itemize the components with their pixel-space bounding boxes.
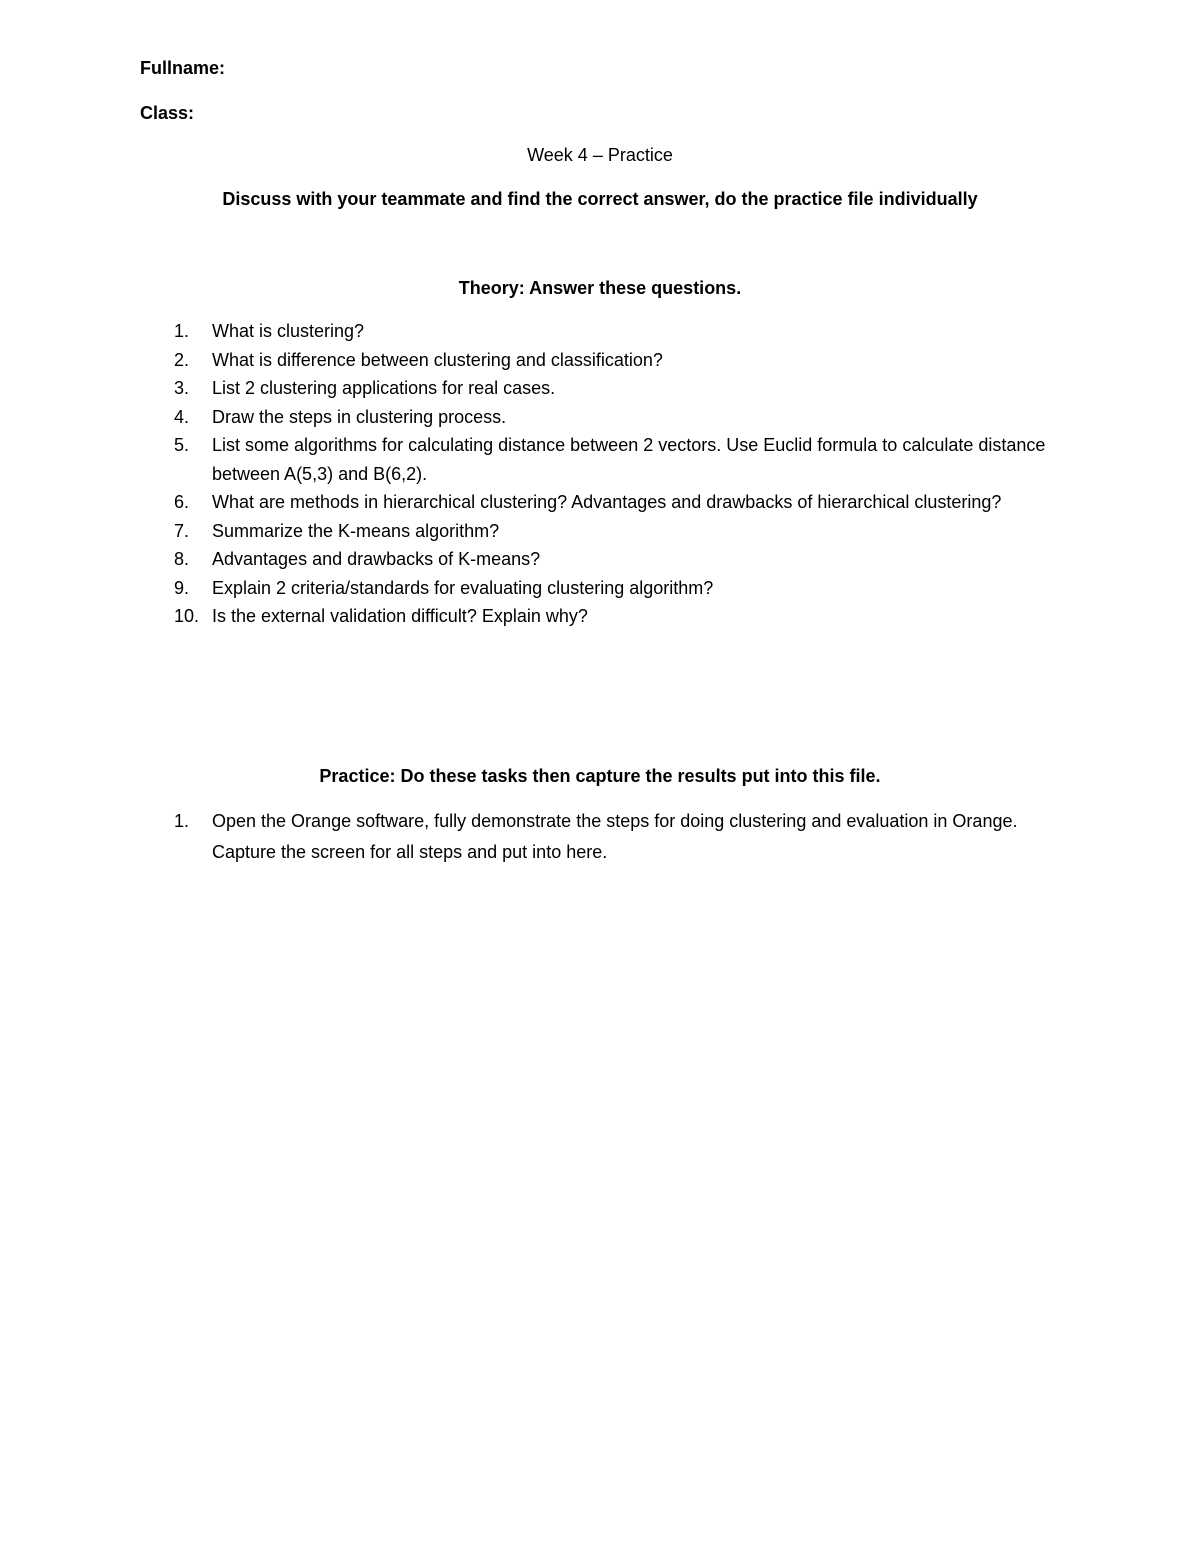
class-label: Class:	[140, 103, 195, 123]
theory-question-list	[140, 317, 1060, 631]
question-number: 4.	[174, 406, 190, 427]
question-text: List some algorithms for calculating distance between 2 vectors. Use Euclid formula to calculate distance between A(5,3) and B(6,2).	[212, 435, 1046, 484]
task-text: Open the Orange software, fully demonstrate the steps for doing clustering and evaluation in Orange. Capture the screen for all steps and put into here.	[212, 811, 1018, 862]
list-item	[140, 545, 1060, 574]
question-number: 3.	[174, 378, 190, 398]
question-number: 9.	[174, 577, 190, 598]
practice-heading: Practice: Do these tasks then capture the results put into this file.	[319, 766, 881, 786]
question-text: What is clustering?	[212, 321, 365, 341]
question-text: List 2 clustering applications for real cases.	[212, 378, 556, 398]
page-subtitle: Discuss with your teammate and find the correct answer, do the practice file individually	[222, 189, 978, 209]
list-item	[140, 403, 1060, 432]
question-number: 8.	[174, 549, 190, 569]
list-item	[140, 602, 1060, 631]
fullname-label: Fullname:	[140, 58, 226, 78]
question-number: 7.	[174, 520, 190, 541]
question-number: 1.	[174, 321, 190, 341]
list-item	[140, 488, 1060, 517]
question-text: Advantages and drawbacks of K-means?	[212, 549, 541, 569]
list-item	[140, 517, 1060, 546]
task-number: 1.	[174, 811, 190, 831]
list-item	[140, 574, 1060, 603]
list-item	[140, 806, 1060, 868]
list-item	[140, 317, 1060, 346]
theory-heading: Theory: Answer these questions.	[458, 278, 742, 298]
list-item	[140, 346, 1060, 375]
question-text: Draw the steps in clustering process.	[212, 406, 507, 427]
list-item	[140, 374, 1060, 403]
question-text: Summarize the K-means algorithm?	[212, 520, 500, 541]
question-number: 2.	[174, 349, 190, 370]
question-text: Is the external validation difficult? Explain why?	[212, 606, 588, 626]
practice-task-list	[140, 806, 1060, 868]
page-title: Week 4 – Practice	[527, 145, 673, 165]
question-text: Explain 2 criteria/standards for evaluating clustering algorithm?	[212, 577, 714, 598]
question-text: What are methods in hierarchical clustering? Advantages and drawbacks of hierarchical clustering?	[212, 492, 1002, 512]
list-item	[140, 431, 1060, 488]
question-text: What is difference between clustering and classification?	[212, 349, 663, 370]
question-number: 5.	[174, 435, 190, 455]
question-number: 6.	[174, 492, 190, 512]
question-number: 10.	[174, 606, 200, 626]
